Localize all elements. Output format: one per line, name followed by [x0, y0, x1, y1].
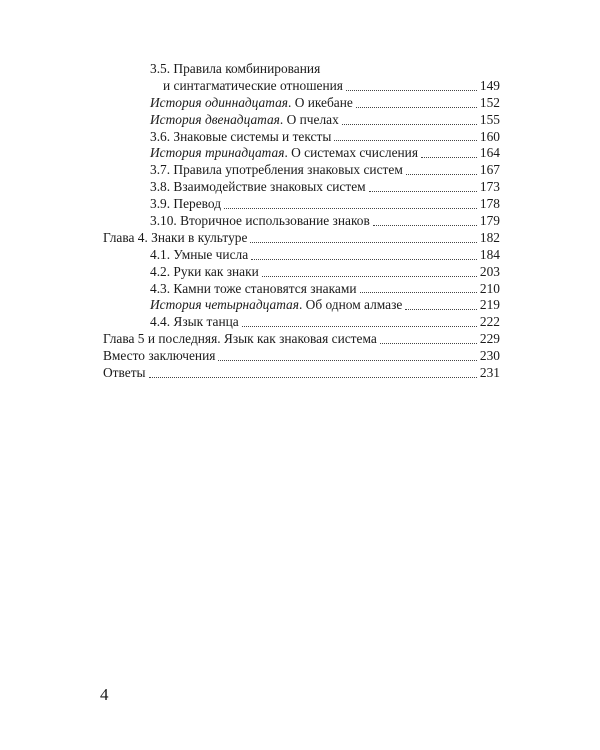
toc-entry[interactable]	[103, 112, 500, 129]
toc-entry-page: 178	[479, 196, 500, 212]
dot-leader	[405, 308, 477, 310]
dot-leader	[406, 173, 477, 175]
toc-entry-italic-part: История четырнадцатая	[150, 297, 299, 313]
toc-entry-title	[150, 297, 402, 314]
toc-entry[interactable]	[103, 314, 500, 331]
toc-entry-page: 155	[479, 111, 500, 127]
toc-entry-title: 3.8. Взаимодействие знаковых систем	[150, 179, 366, 195]
dot-leader	[262, 275, 477, 277]
toc-entry-title: 4.2. Руки как знаки	[150, 263, 259, 279]
dot-leader	[224, 207, 477, 209]
toc-entry-page: 203	[479, 263, 500, 279]
toc-entry[interactable]	[103, 179, 500, 196]
toc-entry[interactable]	[103, 129, 500, 146]
toc-entry[interactable]	[103, 61, 500, 78]
toc-entry-page: 219	[479, 297, 500, 313]
toc-entry-title: 3.6. Знаковые системы и тексты	[150, 128, 332, 144]
toc-entry[interactable]	[103, 196, 500, 213]
toc-entry[interactable]	[103, 264, 500, 281]
toc-entry-page: 231	[479, 365, 500, 381]
toc-entry-page: 229	[479, 331, 500, 347]
toc-entry-plain-part: . Об одном алмазе	[298, 297, 403, 313]
toc-entry[interactable]	[103, 348, 500, 365]
toc-entry[interactable]	[103, 95, 500, 112]
toc-entry[interactable]	[103, 297, 500, 314]
toc-entry-page: 179	[479, 213, 500, 229]
toc-entry-title: 3.10. Вторичное использование знаков	[150, 213, 370, 229]
toc-entry[interactable]	[103, 213, 500, 230]
toc-entry-plain-part: . О икебане	[288, 94, 353, 110]
toc-entry-title	[150, 145, 418, 162]
dot-leader	[250, 241, 477, 243]
toc-entry-page: 222	[479, 314, 500, 330]
toc-entry-title: Вместо заключения	[103, 348, 216, 364]
toc-entry[interactable]	[103, 78, 500, 95]
toc-entry[interactable]	[103, 230, 500, 247]
toc-entry-title: 3.5. Правила комбинирования	[150, 61, 321, 76]
toc-entry-page: 230	[479, 348, 500, 364]
toc-entry-title: 3.9. Перевод	[150, 196, 222, 212]
toc-entry-page: 173	[479, 179, 500, 195]
toc-entry-page: 149	[479, 77, 500, 93]
toc-entry-plain-part: . О системах счисления	[284, 145, 419, 161]
toc-entry[interactable]	[103, 281, 500, 298]
dot-leader	[251, 258, 477, 260]
toc-entry-page: 182	[479, 229, 500, 245]
toc-entry-italic-part: История одиннадцатая	[150, 94, 288, 110]
toc-entry-title: 3.7. Правила употребления знаковых систем	[150, 162, 403, 178]
dot-leader	[360, 291, 477, 293]
toc-entry-title: Глава 4. Знаки в культуре	[103, 229, 248, 245]
toc-entry[interactable]	[103, 331, 500, 348]
toc-entry-title	[150, 112, 339, 129]
toc-entry-title: Ответы	[103, 365, 146, 381]
dot-leader	[356, 106, 477, 108]
toc-entry-page: 152	[479, 94, 500, 110]
dot-leader	[149, 376, 477, 378]
toc-entry-page: 210	[479, 280, 500, 296]
dot-leader	[218, 359, 476, 361]
table-of-contents	[103, 61, 500, 382]
toc-entry-italic-part: История двенадцатая	[150, 111, 280, 127]
toc-entry-title: 4.1. Умные числа	[150, 246, 249, 262]
dot-leader	[380, 342, 477, 344]
dot-leader	[334, 139, 477, 141]
toc-entry[interactable]	[103, 365, 500, 382]
dot-leader	[373, 224, 477, 226]
toc-entry-title: 4.3. Камни тоже становятся знаками	[150, 280, 357, 296]
toc-entry-page: 184	[479, 246, 500, 262]
dot-leader	[242, 325, 477, 327]
toc-entry[interactable]	[103, 247, 500, 264]
dot-leader	[421, 156, 477, 158]
toc-entry-plain-part: . О пчелах	[279, 111, 339, 127]
dot-leader	[346, 89, 477, 91]
toc-entry-title: Глава 5 и последняя. Язык как знаковая система	[103, 331, 377, 347]
toc-entry-title: 4.4. Язык танца	[150, 314, 239, 330]
page-number: 4	[100, 685, 109, 704]
toc-entry-page: 167	[479, 162, 500, 178]
toc-entry-italic-part: История тринадцатая	[150, 145, 285, 161]
toc-entry[interactable]	[103, 145, 500, 162]
toc-entry[interactable]	[103, 162, 500, 179]
toc-entry-title	[150, 95, 353, 112]
toc-entry-page: 164	[479, 145, 500, 161]
dot-leader	[342, 123, 477, 125]
dot-leader	[369, 190, 477, 192]
toc-entry-title: и синтагматические отношения	[163, 77, 343, 93]
toc-entry-page: 160	[479, 128, 500, 144]
